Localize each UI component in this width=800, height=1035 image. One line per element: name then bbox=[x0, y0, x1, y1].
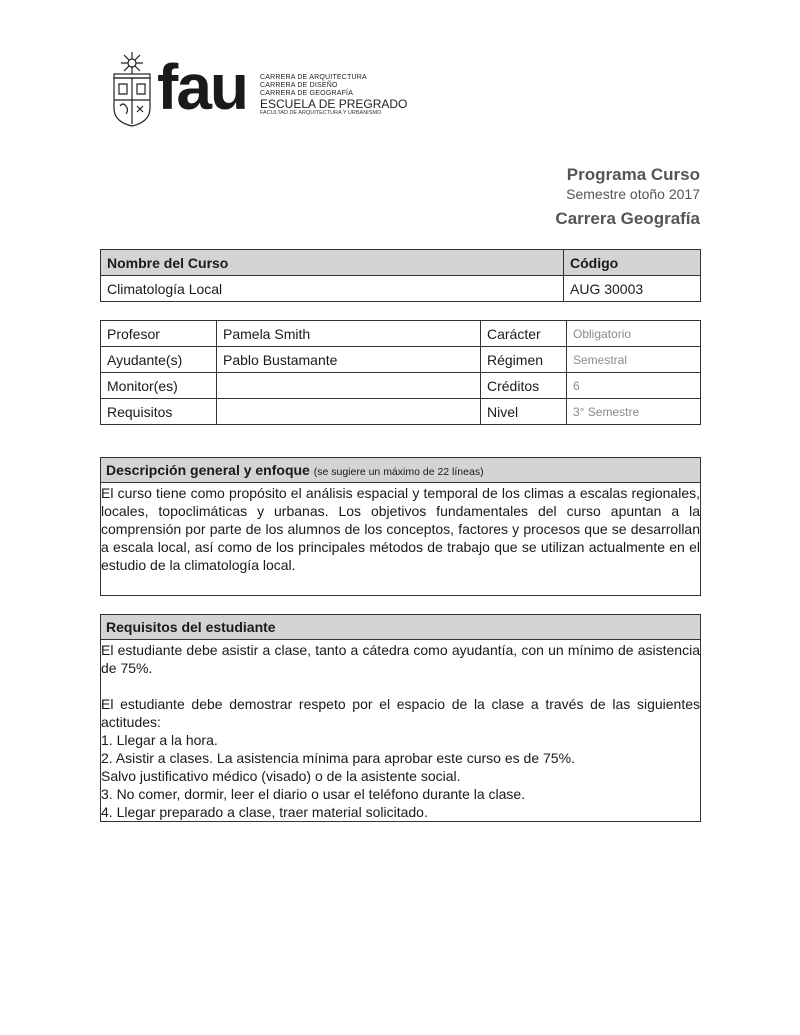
list-item: 1. Llegar a la hora. bbox=[101, 732, 218, 748]
info-value: 6 bbox=[567, 373, 701, 399]
fau-logo bbox=[110, 50, 410, 130]
info-value: 3° Semestre bbox=[567, 399, 701, 425]
logo-line-design: CARRERA DE DISEÑO bbox=[260, 82, 338, 89]
info-label: Régimen bbox=[481, 347, 567, 373]
course-name-header: Nombre del Curso bbox=[101, 250, 564, 276]
course-code-header: Código bbox=[564, 250, 701, 276]
requirements-paragraph: El estudiante debe demostrar respeto por el espacio de la clase a través de las siguientes actitudes: bbox=[101, 696, 700, 730]
logo-line-geography: CARRERA DE GEOGRAFÍA bbox=[260, 90, 354, 97]
fau-wordmark: fau bbox=[157, 51, 247, 123]
info-label: Créditos bbox=[481, 373, 567, 399]
semester-label: Semestre otoño 2017 bbox=[566, 186, 700, 202]
course-table bbox=[100, 249, 701, 302]
table-row bbox=[101, 399, 701, 425]
logo-line-architecture: CARRERA DE ARQUITECTURA bbox=[260, 74, 367, 81]
info-value: Pablo Bustamante bbox=[217, 347, 481, 373]
info-label: Nivel bbox=[481, 399, 567, 425]
table-row bbox=[101, 321, 701, 347]
requirements-heading: Requisitos del estudiante bbox=[101, 615, 700, 640]
list-item: 2. Asistir a clases. La asistencia mínima para aprobar este curso es de 75%. bbox=[101, 750, 575, 766]
table-row bbox=[101, 373, 701, 399]
info-value: Pamela Smith bbox=[217, 321, 481, 347]
description-text: El curso tiene como propósito el análisis espacial y temporal de los climas a escalas regionales, locales, topoclimáticas y urbanas. Los objetivos fundamentales del curso apuntan a la comprensión por parte de los alumnos de los conceptos, factores y procesos que se desarrollan a escala local, así como de los principales métodos de trabajo que se utilizan actualmente en el estudio de la climatología local. bbox=[101, 485, 700, 573]
list-item: 4. Llegar preparado a clase, traer material solicitado. bbox=[101, 804, 428, 820]
university-crest-icon bbox=[110, 50, 154, 128]
info-value bbox=[217, 373, 481, 399]
requirements-paragraph: El estudiante debe asistir a clase, tanto a cátedra como ayudantía, con un mínimo de asistencia de 75%. bbox=[101, 642, 700, 676]
logo-school: ESCUELA DE PREGRADO bbox=[260, 97, 408, 111]
info-value: Obligatorio bbox=[567, 321, 701, 347]
career-label: Carrera Geografía bbox=[555, 209, 700, 228]
description-section bbox=[100, 457, 701, 596]
course-info-table bbox=[100, 320, 701, 425]
logo-faculty: FACULTAD DE ARQUITECTURA Y URBANISMO bbox=[260, 110, 382, 116]
document-header bbox=[555, 165, 700, 229]
description-hint: (se sugiere un máximo de 22 líneas) bbox=[313, 466, 484, 478]
course-name: Climatología Local bbox=[101, 276, 564, 302]
course-code: AUG 30003 bbox=[564, 276, 701, 302]
info-label: Requisitos bbox=[101, 399, 217, 425]
info-label: Ayudante(s) bbox=[101, 347, 217, 373]
info-label: Profesor bbox=[101, 321, 217, 347]
program-title: Programa Curso bbox=[566, 165, 700, 184]
description-heading: Descripción general y enfoque bbox=[106, 462, 310, 478]
list-item: Salvo justificativo médico (visado) o de la asistente social. bbox=[101, 768, 461, 784]
info-label: Carácter bbox=[481, 321, 567, 347]
info-value bbox=[217, 399, 481, 425]
info-label: Monitor(es) bbox=[101, 373, 217, 399]
requirements-section bbox=[100, 614, 701, 822]
list-item: 3. No comer, dormir, leer el diario o usar el teléfono durante la clase. bbox=[101, 786, 526, 802]
info-value: Semestral bbox=[567, 347, 701, 373]
table-row bbox=[101, 347, 701, 373]
